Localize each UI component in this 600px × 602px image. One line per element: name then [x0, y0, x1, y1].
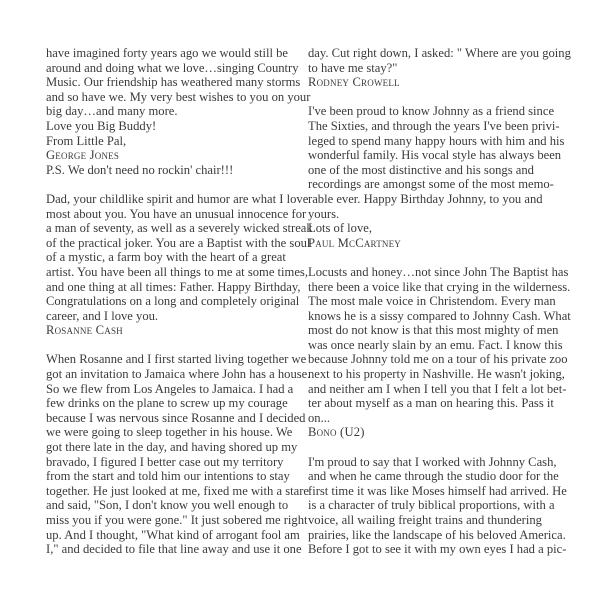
text-line: of the practical joker. You are a Baptist with the soul — [46, 235, 311, 250]
right-column — [308, 46, 570, 557]
paragraph — [308, 104, 570, 235]
text-line: Congratulations on a long and completely original — [46, 294, 300, 309]
text-line: next to his property in Nashville. He wasn't joking, — [308, 367, 565, 382]
text-line: because I was nervous since Rosanne and I decided — [46, 410, 306, 425]
text-line: and when he came through the studio door for the — [308, 469, 559, 484]
paragraph-gap — [46, 177, 296, 192]
paragraph — [308, 46, 570, 75]
paragraph — [308, 265, 570, 426]
text-line: and one thing at all times: Father. Happy Birthday, — [46, 279, 301, 294]
text-line: rable ever. Happy Birthday Johnny, to you and — [308, 191, 543, 206]
text-line: ter about myself as a man on hearing this. Pass it — [308, 396, 554, 411]
text-line: Love you Big Buddy! — [46, 118, 157, 133]
paragraph-gap — [308, 90, 570, 105]
text-line: around and doing what we love…singing Country — [46, 60, 299, 75]
text-line: Music. Our friendship has weathered many storms — [46, 75, 301, 90]
text-line: have imagined forty years ago we would still be — [46, 46, 289, 60]
text-line: big day…and many more. — [46, 104, 178, 119]
text-line: up. And I thought, "What kind of arrogant fool am — [46, 527, 300, 542]
text-line: bravado, I figured I better case out my territory — [46, 454, 284, 469]
paragraph-gap — [46, 338, 296, 353]
text-line: few drinks on the plane to screw up my courage — [46, 396, 288, 411]
text-line: Locusts and honey…not since John The Baptist has — [308, 264, 569, 279]
text-line: Before I got to see it with my own eyes I had a pic- — [308, 542, 567, 557]
text-line: because Johnny told me on a tour of his private zoo — [308, 352, 568, 367]
text-line: to have me stay?" — [308, 60, 398, 75]
text-line: one of the most distinctive and his songs and — [308, 162, 534, 177]
text-line: I've been proud to know Johnny as a friend since — [308, 104, 555, 119]
text-line: I," and decided to file that line away and use it one — [46, 542, 302, 557]
paragraph — [46, 191, 313, 323]
text-line: there been a voice like that crying in the wilderness. — [308, 279, 571, 294]
text-line: knows he is a sissy compared to Johnny Cash. What — [308, 308, 571, 323]
text-line: miss you if you were gone." It just sobered me right — [46, 513, 308, 527]
text-line: P.S. We don't need no rockin' chair!!! — [46, 162, 234, 177]
text-line: artist. You have been all things to me at some times, — [46, 264, 308, 279]
text-line: prairies, like the landscape of his beloved America. — [308, 527, 566, 542]
text-line: first time it was like Moses himself had arrived. He — [308, 483, 567, 498]
text-line: most about you. You have an unusual innocence for — [46, 206, 307, 221]
text-line: recordings are amongst some of the most memo- — [308, 177, 554, 192]
paragraph-gap — [308, 250, 570, 265]
text-line: from the start and told him our intentions to stay — [46, 469, 290, 484]
text-line: we were going to sleep together in his house. We — [46, 425, 293, 440]
text-line: So we flew from Los Angeles to Jamaica. I had a — [46, 381, 294, 396]
text-line: is a character of truly biblical proportions, with a — [308, 498, 555, 513]
text-line: was once nearly slain by an emu. Fact. I know this — [308, 337, 563, 352]
text-line: career, and I love you. — [46, 308, 159, 323]
text-line: wonderful family. His vocal style has always been — [308, 148, 562, 163]
text-line: got there late in the day, and having shored up my — [46, 440, 298, 455]
text-line: most do not know is that this most mighty of men — [308, 323, 559, 338]
paragraph — [308, 455, 570, 557]
text-line: The Sixties, and through the years I've been privi- — [308, 118, 560, 133]
text-line: voice, all wailing freight trains and thundering — [308, 513, 542, 527]
paragraph — [46, 163, 296, 178]
text-line: leged to spend many happy hours with him and his — [308, 133, 565, 148]
signature: Bono (U2) — [308, 425, 365, 440]
text-line: When Rosanne and I first started living together we — [46, 352, 307, 367]
text-line: and neither am I when I tell you that I felt a lot bet- — [308, 381, 567, 396]
text-line: got an invitation to Jamaica where John has a house. — [46, 367, 311, 382]
text-line: and so have we. My very best wishes to you on your — [46, 89, 311, 104]
signature: Rodney Crowell — [308, 75, 400, 90]
text-line: Dad, your childlike spirit and humor are what I love — [46, 191, 309, 206]
text-line: and said, "Son, I don't know you well enough to — [46, 498, 289, 513]
text-line: yours. — [308, 206, 340, 221]
text-line: From Little Pal, — [46, 133, 127, 148]
left-column — [46, 46, 313, 557]
text-line: a man of seventy, as well as a severely wicked streak — [46, 221, 313, 236]
paragraph — [46, 352, 311, 557]
signature: George Jones — [46, 148, 120, 163]
text-line: together. He just looked at me, fixed me with a stare — [46, 483, 309, 498]
text-line: day. Cut right down, I asked: " Where are you going — [308, 46, 571, 60]
text-line: Lots of love, — [308, 221, 373, 236]
text-line: on... — [308, 410, 331, 425]
text-line: The most male voice in Christendom. Every man — [308, 294, 556, 309]
text-line: of a mystic, a farm boy with the heart of a great — [46, 250, 286, 265]
paragraph-gap — [308, 440, 570, 455]
paragraph — [46, 46, 311, 148]
text-line: I'm proud to say that I worked with Johnny Cash, — [308, 454, 557, 469]
signature: Rosanne Cash — [46, 323, 123, 338]
signature: Paul McCartney — [308, 235, 402, 250]
